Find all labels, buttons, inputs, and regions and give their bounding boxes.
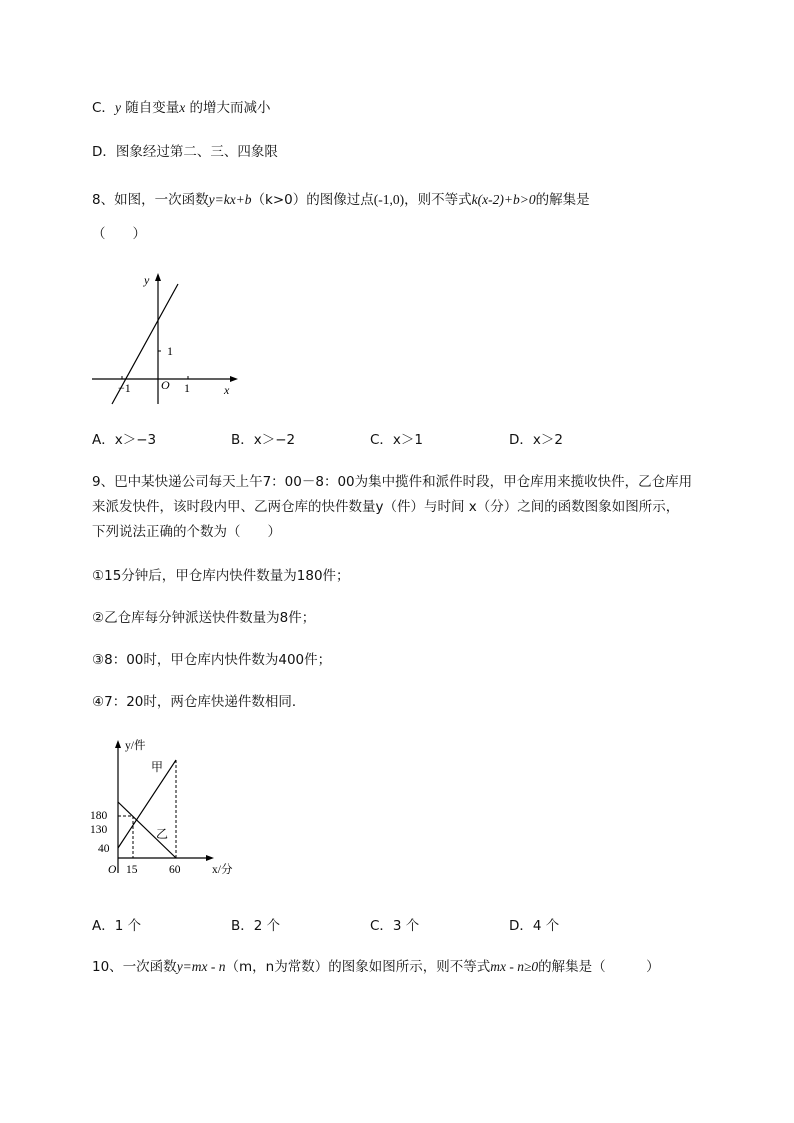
inequality: k(x-2)+b>0: [471, 192, 536, 207]
q8-graph: [88, 268, 248, 408]
tick-label-1x: 1: [184, 381, 190, 395]
q9-statement-2: ②乙仓库每分钟派送快件数量为8件；: [92, 610, 316, 626]
x-axis-arrow: [230, 376, 238, 382]
q7-option-d: D．图象经过第二、三、四象限: [92, 144, 278, 160]
q8-option-d: D．x＞2: [509, 432, 563, 448]
function-expression: y=mx - n: [176, 959, 226, 974]
option-text: 的增大而减小: [185, 100, 271, 116]
y-tick-130: 130: [90, 824, 108, 836]
answer-paren: （ ）: [92, 226, 146, 242]
x-axis-label: x: [224, 383, 230, 397]
label-yi: 乙: [156, 827, 169, 841]
origin-label: O: [161, 378, 170, 392]
q9-option-c: C．3 个: [370, 918, 420, 934]
origin-label: O: [108, 864, 117, 876]
stem-text: ，则不等式: [404, 192, 472, 208]
x-tick-60: 60: [169, 864, 181, 876]
stem-text: 如图，一次函数: [114, 192, 209, 208]
q9-option-d: D．4 个: [509, 918, 560, 934]
point: (-1,0): [373, 192, 405, 207]
y-axis-label: y/件: [125, 740, 146, 752]
question-number: 8、: [92, 192, 115, 208]
y-axis-arrow: [155, 273, 161, 281]
stem-text: 一次函数: [122, 959, 177, 975]
stem-text: 的解集是: [535, 192, 590, 208]
q8-option-c: C．x＞1: [370, 432, 424, 448]
var-y: y: [114, 100, 121, 115]
y-tick-40: 40: [98, 843, 110, 855]
tick-label-1y: 1: [167, 344, 173, 358]
x-axis-label: x/分: [212, 864, 233, 876]
q10-stem: [92, 958, 660, 976]
q9-stem-line2: 来派发快件，该时段内甲、乙两仓库的快件数量y（件）与时间 x（分）之间的函数图象如图所示，: [92, 499, 680, 515]
q9-statement-4: ④7：20时，两仓库快递件数相同．: [92, 694, 306, 710]
q9-graph: [88, 731, 268, 881]
stem-text: 的解集是（ ）: [538, 959, 660, 975]
y-tick-180: 180: [90, 810, 108, 822]
x-axis-arrow: [206, 855, 214, 861]
stem-text: 的图像过点: [306, 192, 374, 208]
q7-option-c: [92, 99, 271, 117]
q9-stem-line1: 9、巴中某快递公司每天上午7：00－8：00为集中揽件和派件时段，甲仓库用来揽收快件，乙仓库用: [92, 474, 693, 490]
q9-statement-3: ③8：00时，甲仓库内快件数为400件；: [92, 652, 332, 668]
var-x: x: [179, 100, 186, 115]
question-number: 10、: [92, 959, 123, 975]
q9-statement-1: ①15分钟后，甲仓库内快件数量为180件；: [92, 568, 350, 584]
tick-label-neg1: −1: [118, 381, 131, 395]
q8-option-a: A．x＞−3: [92, 432, 157, 448]
q9-option-b: B．2 个: [231, 918, 281, 934]
q8-stem: [92, 191, 590, 209]
option-letter: C．: [92, 100, 115, 116]
q9-stem-line3: 下列说法正确的个数为（ ）: [92, 524, 281, 540]
q9-option-a: A．1 个: [92, 918, 142, 934]
x-tick-15: 15: [126, 864, 138, 876]
condition: （m，n为常数）: [225, 959, 329, 975]
condition: （k>0）: [251, 192, 307, 208]
function-expression: y=kx+b: [208, 192, 252, 207]
y-axis-label: y: [144, 273, 150, 287]
stem-text: 的图象如图所示，则不等式: [328, 959, 491, 975]
q8-option-b: B．x＞−2: [231, 432, 296, 448]
y-axis-arrow: [115, 740, 121, 748]
inequality: mx - n≥0: [490, 959, 539, 974]
label-jia: 甲: [151, 760, 164, 774]
option-text: 随自变量: [120, 100, 180, 116]
